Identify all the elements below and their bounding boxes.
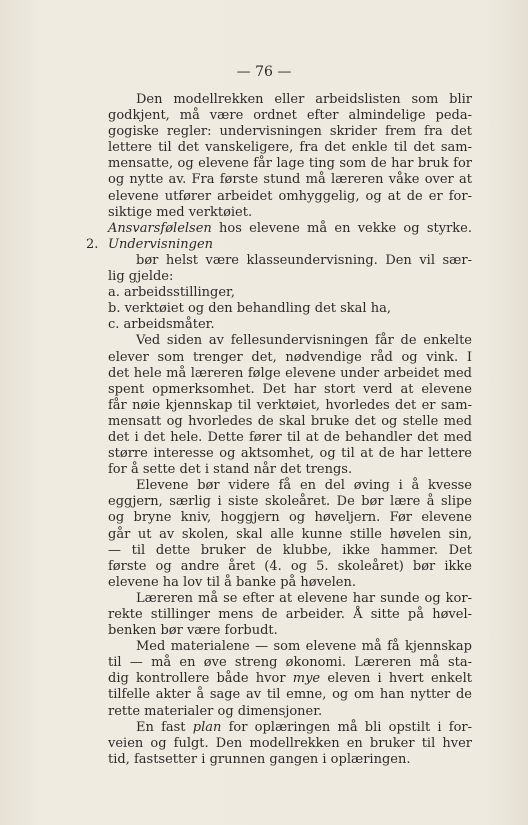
text-line <box>108 591 472 607</box>
line-text: hos elevene må en vekke og styrke. <box>219 220 472 236</box>
line-text: c. arbeidsmåter. <box>108 317 215 333</box>
text-line <box>108 301 472 317</box>
line-text: — til dette bruker de klubbe, ikke hammer. Det <box>108 542 472 558</box>
text-line <box>108 671 472 687</box>
text-line <box>108 382 472 398</box>
line-text: mensatt og hvorledes de skal bruke det og stelle med <box>108 413 472 429</box>
text-line <box>108 156 472 172</box>
text-line <box>108 478 472 494</box>
text-line <box>108 398 472 414</box>
text-line <box>108 704 472 720</box>
line-text: Den modellrekken eller arbeidslisten som blir <box>136 92 472 107</box>
text-line <box>86 236 472 253</box>
line-text: lettere til det vanskeligere, fra det enkle til det sam- <box>108 140 472 156</box>
body-text <box>86 92 473 768</box>
text-line <box>108 510 472 526</box>
emphasized-term: Undervisningen <box>108 236 214 252</box>
line-text: mensatte, og elevene får lage ting som de har bruk for <box>108 156 472 172</box>
text-line <box>108 430 472 446</box>
line-text: dig kontrollere både hvor <box>108 671 286 687</box>
text-line <box>108 543 472 559</box>
text-line <box>108 414 472 430</box>
text-line <box>108 639 472 655</box>
text-line <box>108 317 472 333</box>
line-text: lig gjelde: <box>108 269 174 285</box>
text-line <box>108 720 472 736</box>
line-text: siktige med verktøiet. <box>108 204 253 220</box>
line-text: elevene utfører arbeidet omhyggelig, og at de er for- <box>108 188 472 204</box>
line-text: Ved siden av fellesundervisningen får de enkelte <box>136 333 472 349</box>
text-line <box>108 172 472 188</box>
text-line <box>108 575 472 591</box>
line-text: b. verktøiet og den behandling det skal ha, <box>108 301 391 317</box>
line-text: godkjent, må være ordnet efter almindelige peda- <box>108 108 472 124</box>
section-number: 2. <box>86 236 99 252</box>
emphasized-word: plan <box>192 719 222 735</box>
line-text: spent opmerksomhet. Det har stort verd at elevene <box>108 381 472 397</box>
text-line <box>108 736 472 752</box>
text-line <box>108 221 472 237</box>
line-text: for å sette det i stand når det trengs. <box>108 462 353 478</box>
text-line <box>108 140 472 156</box>
line-text: benken bør være forbudt. <box>108 623 278 639</box>
text-line <box>108 92 472 108</box>
text-line <box>108 559 472 575</box>
line-text: tid, fastsetter i grunnen gangen i oplæringen. <box>108 751 411 767</box>
line-text: tilfelle akter å sage av til emne, og om han nytter de <box>108 687 472 703</box>
text-line <box>108 527 472 543</box>
text-line <box>108 189 472 205</box>
text-line <box>108 205 472 221</box>
text-line <box>108 655 472 671</box>
line-text: a. arbeidsstillinger, <box>108 285 235 301</box>
line-text: første og andre året (4. og 5. skoleåret) bør ikke <box>108 558 472 574</box>
text-line <box>108 752 472 768</box>
line-text: Med materialene — som elevene må få kjennskap <box>136 639 472 655</box>
line-text: får nøie kjennskap til verktøiet, hvorledes det er sam- <box>108 397 472 413</box>
line-text: gogiske regler: undervisningen skrider frem fra det <box>108 124 472 140</box>
text-line <box>108 124 472 140</box>
line-text: En fast <box>136 719 186 735</box>
line-text: rekte stillinger mens de arbeider. Å sitte på høvel- <box>108 607 472 622</box>
line-text: veien og fulgt. Den modellrekken en bruker til hver <box>108 735 472 751</box>
line-text: rette materialer og dimensjoner. <box>108 703 323 719</box>
line-text: og bryne kniv, hoggjern og høveljern. Før elevene <box>108 510 472 526</box>
line-text-rest: eleven i hvert enkelt <box>327 671 472 687</box>
emphasized-word: mye <box>292 671 321 687</box>
text-line <box>108 687 472 703</box>
line-text: Elevene bør videre få en del øving i å kvesse <box>136 478 472 494</box>
line-text: bør helst være klasseundervisning. Den vil sær- <box>136 252 472 268</box>
text-line <box>108 269 472 285</box>
line-text: større interesse og aktsomhet, og til at de har lettere <box>108 446 472 462</box>
line-text: elevene ha lov til å banke på høvelen. <box>108 574 356 590</box>
text-line <box>108 285 472 301</box>
text-line <box>108 108 472 124</box>
line-text: til — må en øve streng økonomi. Læreren må sta- <box>108 655 472 671</box>
line-text: Læreren må se efter at elevene har sunde og kor- <box>136 590 472 606</box>
line-text: det i det hele. Dette fører til at de behandler det med <box>108 429 472 445</box>
text-line <box>108 253 472 269</box>
text-line <box>108 446 472 462</box>
line-text: elever som trenger det, nødvendige råd og vink. I <box>108 349 472 365</box>
text-line <box>108 607 472 623</box>
text-line <box>108 366 472 382</box>
line-text: og nytte av. Fra første stund må læreren våke over at <box>108 172 472 188</box>
text-line <box>108 462 472 478</box>
line-text: eggjern, særlig i siste skoleåret. De bør lære å slipe <box>108 494 472 510</box>
text-line <box>108 333 472 349</box>
line-text: går ut av skolen, skal alle kunne stille høvelen sin, <box>108 526 472 542</box>
text-line <box>108 350 472 366</box>
line-text: det hele må læreren følge elevene under arbeidet med <box>108 365 472 381</box>
text-line <box>108 623 472 639</box>
page-number: — 76 — <box>236 64 292 80</box>
line-text-rest: for oplæringen må bli opstilt i for- <box>228 719 473 735</box>
text-line <box>108 494 472 510</box>
emphasized-term: Ansvarsfølelsen <box>108 220 212 236</box>
